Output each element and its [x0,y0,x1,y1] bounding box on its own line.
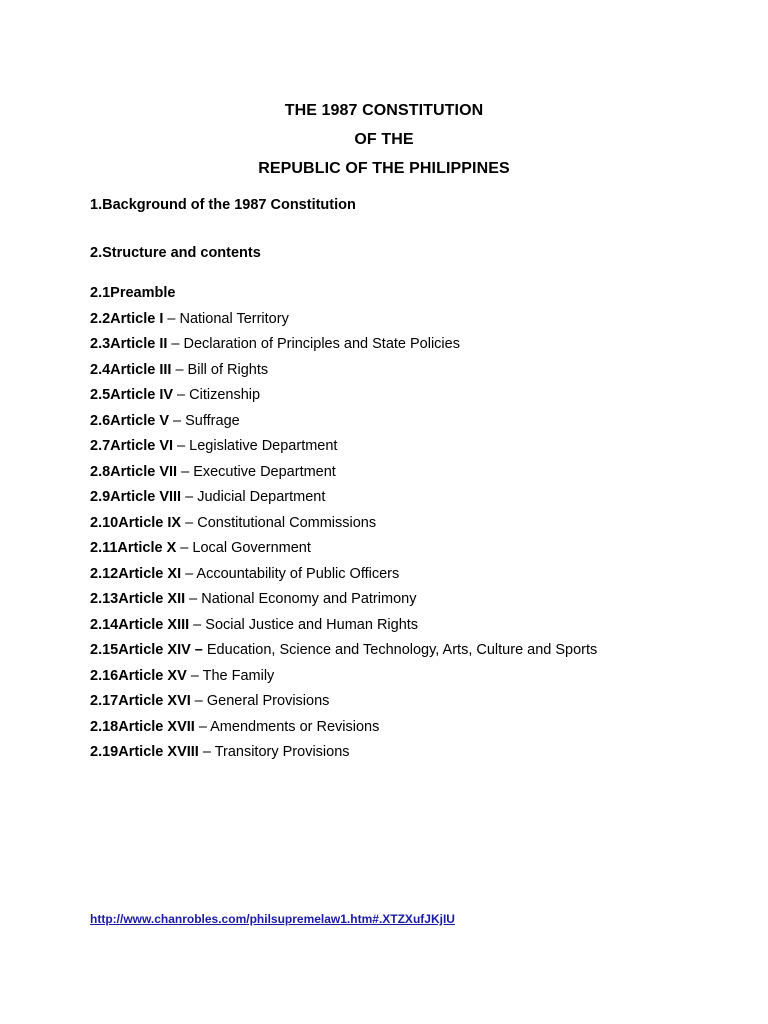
toc-title: Education, Science and Technology, Arts, Culture and Sports [206,642,598,658]
toc-title: Executive Department [193,463,336,480]
toc-item [90,613,597,639]
title-line-3: REPUBLIC OF THE PHILIPPINES [258,160,510,177]
toc-dash: – [176,540,193,556]
toc-dash: – [198,744,215,760]
toc-article: Article IX [118,514,182,531]
toc-dash: – [194,718,211,735]
toc-article: Article X [117,540,177,556]
toc-dash: – [181,514,198,531]
toc-number: 2.4 [90,361,111,378]
toc-title: National Economy and Patrimony [201,591,417,607]
toc-article: Article XV [118,667,187,684]
toc-number: 2.1 [90,285,111,301]
toc-title: Declaration of Principles and State Policies [183,336,460,352]
toc-number: 2.19 [90,744,119,760]
toc-item [90,689,597,715]
toc-title: Suffrage [185,412,240,429]
toc-number: 2.2 [90,310,111,327]
toc-number: 2.11 [90,540,118,556]
toc-dash: – [173,387,190,403]
toc-item [90,358,597,384]
toc-dash: – [190,693,207,709]
toc-article: Article XVII [118,718,195,735]
title-line-1: THE 1987 CONSTITUTION [284,102,484,119]
toc-article: Article VI [110,438,174,454]
toc-number: 2.16 [90,667,119,684]
toc-dash: – [190,642,207,658]
toc-article: Article V [110,412,170,429]
toc-dash: – [181,565,197,582]
toc-dash: – [173,438,190,454]
toc-dash: – [181,489,198,505]
toc-item [90,562,597,588]
toc-title: Legislative Department [189,438,338,454]
table-of-contents [90,281,597,766]
toc-dash: – [185,591,202,607]
toc-article: Article XVI [118,693,191,709]
toc-article: Article III [110,361,172,378]
toc-title: Citizenship [189,387,261,403]
toc-article: Article XII [118,591,186,607]
toc-number: 2.15 [90,642,119,658]
toc-number: 2.14 [90,616,119,633]
toc-number: 2.6 [90,412,111,429]
toc-article: Article XVIII [118,744,199,760]
toc-article: Article II [110,336,168,352]
toc-article: Article XIII [118,616,190,633]
toc-item [90,715,597,741]
toc-title: Transitory Provisions [214,744,350,760]
toc-dash: – [169,412,186,429]
toc-dash: – [167,336,184,352]
toc-number: 2.18 [90,718,119,735]
toc-article: Article IV [110,387,174,403]
toc-title: The Family [202,667,275,684]
toc-item [90,281,597,307]
toc-item [90,409,597,435]
toc-article: Article VII [110,463,178,480]
toc-number: 2.7 [90,438,111,454]
toc-number: 2.13 [90,591,119,607]
toc-title: National Territory [179,310,289,327]
section-heading-structure: 2.Structure and contents [90,245,261,261]
toc-number: 2.8 [90,463,111,480]
toc-dash: – [189,616,206,633]
toc-number: 2.12 [90,565,119,582]
toc-dash: – [171,361,188,378]
toc-number: 2.10 [90,514,119,531]
toc-item [90,664,597,690]
toc-article: Article I [110,310,164,327]
section-heading-background: 1.Background of the 1987 Constitution [90,197,356,213]
title-line-2: OF THE [354,131,414,148]
toc-title: Accountability of Public Officers [196,565,400,582]
toc-item [90,332,597,358]
toc-item [90,485,597,511]
toc-article: Article VIII [110,489,182,505]
toc-article: Article XI [118,565,182,582]
toc-item [90,460,597,486]
toc-title: Social Justice and Human Rights [205,616,419,633]
toc-title: General Provisions [206,693,330,709]
toc-title: Amendments or Revisions [210,718,380,735]
toc-item [90,587,597,613]
toc-item [90,536,597,562]
toc-title: Bill of Rights [187,361,269,378]
toc-item [90,740,597,766]
toc-item [90,638,597,664]
toc-article: Preamble [110,285,176,301]
toc-number: 2.17 [90,693,119,709]
source-link[interactable]: http://www.chanrobles.com/philsupremelaw1.htm#.XTZXufJKjIU [90,912,455,926]
toc-article: Article XIV [118,642,191,658]
toc-item [90,511,597,537]
toc-dash: – [163,310,180,327]
toc-number: 2.9 [90,489,111,505]
toc-title: Judicial Department [197,489,326,505]
toc-dash: – [177,463,194,480]
toc-item [90,307,597,333]
toc-number: 2.3 [90,336,111,352]
toc-dash: – [186,667,203,684]
toc-title: Constitutional Commissions [197,514,377,531]
toc-item [90,383,597,409]
toc-number: 2.5 [90,387,111,403]
toc-title: Local Government [192,540,311,556]
toc-item [90,434,597,460]
document-title [0,96,768,183]
